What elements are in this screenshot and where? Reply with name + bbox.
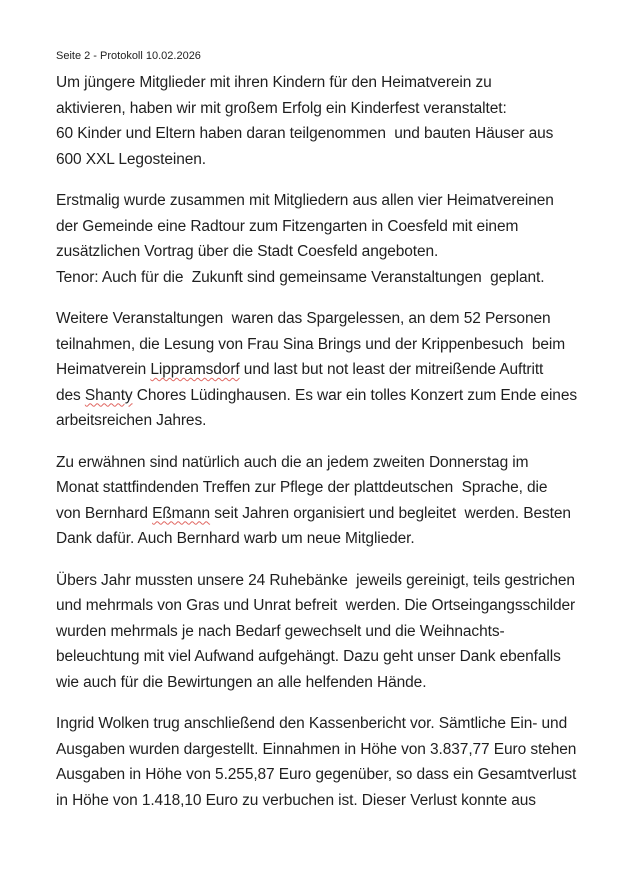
paragraph-kassenbericht	[56, 711, 596, 813]
misspelled-word-shanty[interactable]: Shanty	[84, 386, 133, 404]
text-line: beleuchtung mit viel Aufwand aufgehängt. Dazu geht unser Dank ebenfalls	[56, 648, 561, 665]
text-line: Erstmalig wurde zusammen mit Mitgliedern aus allen vier Heimatvereinen	[56, 192, 554, 209]
misspelled-word-essmann[interactable]: Eßmann	[152, 504, 211, 522]
text-line: Übers Jahr mussten unsere 24 Ruhebänke jeweils gereinigt, teils gestrichen	[56, 571, 575, 589]
text-line: arbeitsreichen Jahres.	[56, 412, 207, 429]
text-segment: Heimatverein	[56, 361, 151, 378]
text-segment: von Bernhard	[56, 504, 153, 522]
text-line: teilnahmen, die Lesung von Frau Sina Brings und der Krippenbesuch beim	[56, 335, 566, 353]
text-segment: und last but not least der mitreißende Auftritt	[239, 361, 544, 378]
text-line: zusätzlichen Vortrag über die Stadt Coesfeld angeboten.	[56, 243, 439, 260]
text-line: wurden mehrmals je nach Bedarf gewechselt und die Weihnachts-	[56, 622, 505, 640]
text-segment: des	[56, 386, 85, 404]
text-line: Zu erwähnen sind natürlich auch die an jedem zweiten Donnerstag im	[56, 453, 529, 471]
text-line: Weitere Veranstaltungen waren das Spargelessen, an dem 52 Personen	[56, 310, 551, 327]
text-line: Ingrid Wolken trug anschließend den Kassenbericht vor. Sämtliche Ein- und	[56, 715, 568, 732]
misspelled-word-lippramsdorf[interactable]: Lippramsdorf	[150, 361, 240, 378]
text-line	[56, 357, 596, 383]
paragraph-kinderfest	[56, 70, 596, 172]
paragraph-radtour	[56, 188, 596, 290]
document-body	[56, 70, 596, 829]
text-line: in Höhe von 1.418,10 Euro zu verbuchen ist. Dieser Verlust konnte aus	[56, 791, 536, 809]
page-header: Seite 2 - Protokoll 10.02.2026	[56, 50, 201, 62]
text-line: der Gemeinde eine Radtour zum Fitzengarten in Coesfeld mit einem	[56, 217, 519, 235]
text-line: und mehrmals von Gras und Unrat befreit werden. Die Ortseingangsschilder	[56, 597, 576, 614]
text-line: wie auch für die Bewirtungen an alle helfenden Hände.	[56, 673, 427, 691]
text-line: Um jüngere Mitglieder mit ihren Kindern für den Heimatverein zu	[56, 74, 492, 91]
text-line: 60 Kinder und Eltern haben daran teilgenommen und bauten Häuser aus	[56, 125, 554, 142]
paragraph-plattdeutsch	[56, 450, 596, 552]
text-line: 600 XXL Legosteinen.	[56, 150, 206, 168]
text-line: Tenor: Auch für die Zukunft sind gemeinsame Veranstaltungen geplant.	[56, 268, 545, 286]
text-line	[56, 501, 596, 527]
text-line: Dank dafür. Auch Bernhard warb um neue Mitglieder.	[56, 530, 415, 547]
paragraph-ruhebaenke	[56, 568, 596, 696]
text-line: Ausgaben in Höhe von 5.255,87 Euro gegenüber, so dass ein Gesamtverlust	[56, 766, 577, 783]
text-segment: seit Jahren organisiert und begleitet werden. Besten	[210, 504, 571, 522]
text-line: aktivieren, haben wir mit großem Erfolg ein Kinderfest veranstaltet:	[56, 99, 507, 117]
text-line: Ausgaben wurden dargestellt. Einnahmen in Höhe von 3.837,77 Euro stehen	[56, 740, 577, 758]
paragraph-veranstaltungen	[56, 306, 596, 434]
text-segment: Chores Lüdinghausen. Es war ein tolles Konzert zum Ende eines	[132, 386, 577, 404]
text-line: Monat stattfindenden Treffen zur Pflege der plattdeutschen Sprache, die	[56, 479, 548, 496]
text-line	[56, 383, 596, 409]
